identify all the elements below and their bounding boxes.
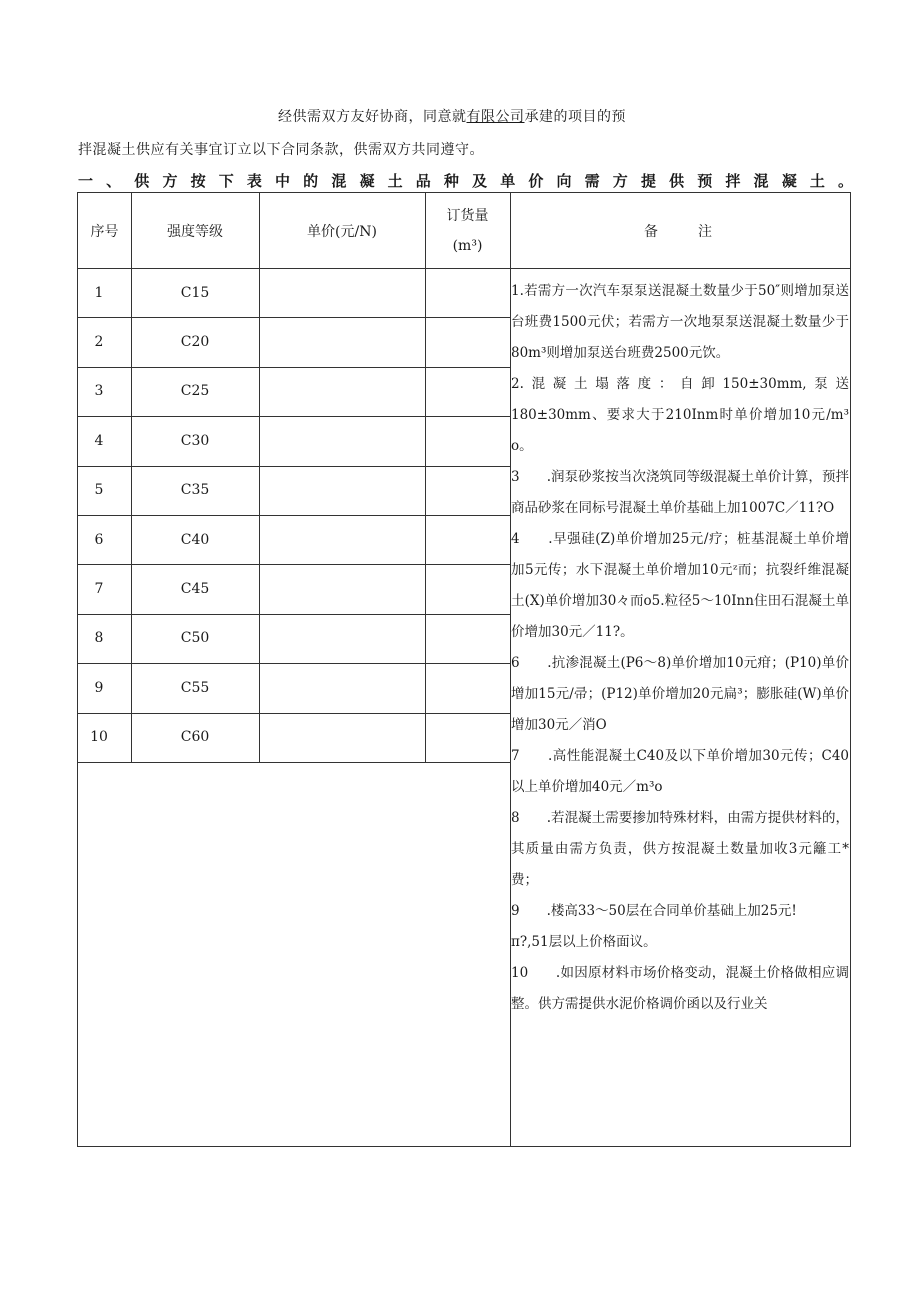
row-divider	[78, 713, 510, 714]
header-price: 单价(元/N)	[307, 223, 377, 240]
row-divider	[78, 762, 510, 763]
row-quantity	[425, 367, 510, 416]
row-quantity	[425, 416, 510, 465]
row-price	[259, 614, 425, 663]
intro-text-a: 经供需双方友好协商，同意就	[278, 109, 467, 125]
row-grade: C20	[180, 334, 210, 351]
intro-line-2: 拌混凝土供应有关事宜订立以下合同条款，供需双方共同遵守。	[78, 142, 484, 158]
row-quantity	[425, 614, 510, 663]
note-9: 9 .楼高33～50层在合同单价基础上加25元!	[511, 903, 797, 919]
row-quantity	[425, 466, 510, 515]
row-quantity	[425, 713, 510, 762]
row-divider	[78, 614, 510, 615]
note-1: 1.若需方一次汽车泵泵送混凝土数量少于50″则增加泵送台班费1500元伏；若需方一次地泵泵送混凝土数量少于80m³则增加泵送台班费2500元饮。	[511, 283, 849, 361]
row-grade: C15	[180, 284, 210, 301]
note-9b: π?,51层以上价格面议。	[511, 934, 657, 950]
row-grade: C50	[180, 630, 210, 647]
header-divider	[78, 268, 850, 269]
header-quantity-unit: (m³)	[452, 237, 483, 254]
row-quantity	[425, 564, 510, 613]
note-7: 7 .高性能混凝土C40及以下单价增加30元传；C40以上单价增加40元／m³o	[511, 748, 849, 795]
row-number: 8	[94, 630, 104, 647]
row-number: 3	[94, 383, 104, 400]
row-grade: C35	[180, 482, 210, 499]
note-10: 10 .如因原材料市场价格变动，混凝土价格做相应调整。供方需提供水泥价格调价函以及行业关	[511, 965, 849, 1012]
row-divider	[78, 663, 510, 664]
section-heading: 一、供方按下表中的混凝土品种及单价向需方提供预拌混凝土。	[78, 172, 853, 190]
row-price	[259, 515, 425, 564]
row-price	[259, 663, 425, 712]
remarks-divider	[510, 193, 511, 1146]
note-3: 3 .润泵砂浆按当次浇筑同等级混凝土单价计算，预拌商品砂浆在同标号混凝土单价基础上加1007C／11?O	[511, 469, 849, 516]
note-8: 8 .若混凝土需要掺加特殊材料，由需方提供材料的，其质量由需方负责，供方按混凝土数量加收3元籬工*费；	[511, 810, 849, 888]
row-price	[259, 713, 425, 762]
row-price	[259, 367, 425, 416]
note-2: 2.混凝土塌落度：自卸150±30mm,泵送180±30mm、要求大于210Inm时单价增加10元/m³ o。	[511, 376, 863, 454]
row-divider	[78, 466, 510, 467]
row-price	[259, 564, 425, 613]
header-grade: 强度等级	[167, 223, 223, 240]
row-quantity	[425, 663, 510, 712]
row-grade: C45	[180, 581, 210, 598]
row-number: 4	[94, 432, 104, 449]
row-price	[259, 466, 425, 515]
note-4: 4 .早强硅(Z)单价增加25元/疗；桩基混凝土单价增加5元传；水下混凝土单价增加10元ᶻ而；抗裂纤维混凝土(X)单价增加30々而o5.粒径5～10Inn住田石混凝土单价增加30元／11?。	[511, 531, 849, 640]
column-divider	[131, 193, 132, 762]
header-remarks: 备 注	[644, 223, 716, 240]
row-grade: C60	[180, 729, 210, 746]
row-price	[259, 416, 425, 465]
row-grade: C25	[180, 383, 210, 400]
note-6: 6 .抗渗混凝土(P6～8)单价增加10元疳；(P10)单价增加15元/帚；(P12)单价增加20元扁³；膨胀硅(W)单价增加30元／消O	[511, 655, 849, 733]
row-price	[259, 268, 425, 317]
header-quantity	[425, 193, 510, 268]
header-no: 序号	[90, 223, 119, 240]
row-divider	[78, 515, 510, 516]
row-grade: C40	[180, 531, 210, 548]
row-price	[259, 317, 425, 366]
column-divider	[425, 193, 426, 762]
row-number: 5	[94, 482, 104, 499]
row-divider	[78, 317, 510, 318]
row-number: 1	[94, 284, 104, 301]
company-name: 有限公司	[466, 109, 525, 125]
intro-line-1	[278, 106, 626, 126]
row-divider	[78, 416, 510, 417]
row-quantity	[425, 268, 510, 317]
row-number: 10	[90, 729, 108, 746]
row-quantity	[425, 515, 510, 564]
row-quantity	[425, 317, 510, 366]
row-number: 9	[94, 679, 104, 696]
row-number: 7	[94, 581, 104, 598]
intro-text-b: 承建的项目的预	[524, 109, 626, 125]
column-divider	[259, 193, 260, 762]
row-grade: C55	[180, 679, 210, 696]
row-number: 6	[94, 531, 104, 548]
header-quantity-label: 订货量	[446, 207, 489, 224]
row-grade: C30	[180, 432, 210, 449]
remarks-notes	[511, 276, 863, 1146]
row-divider	[78, 564, 510, 565]
row-divider	[78, 367, 510, 368]
row-number: 2	[94, 334, 104, 351]
